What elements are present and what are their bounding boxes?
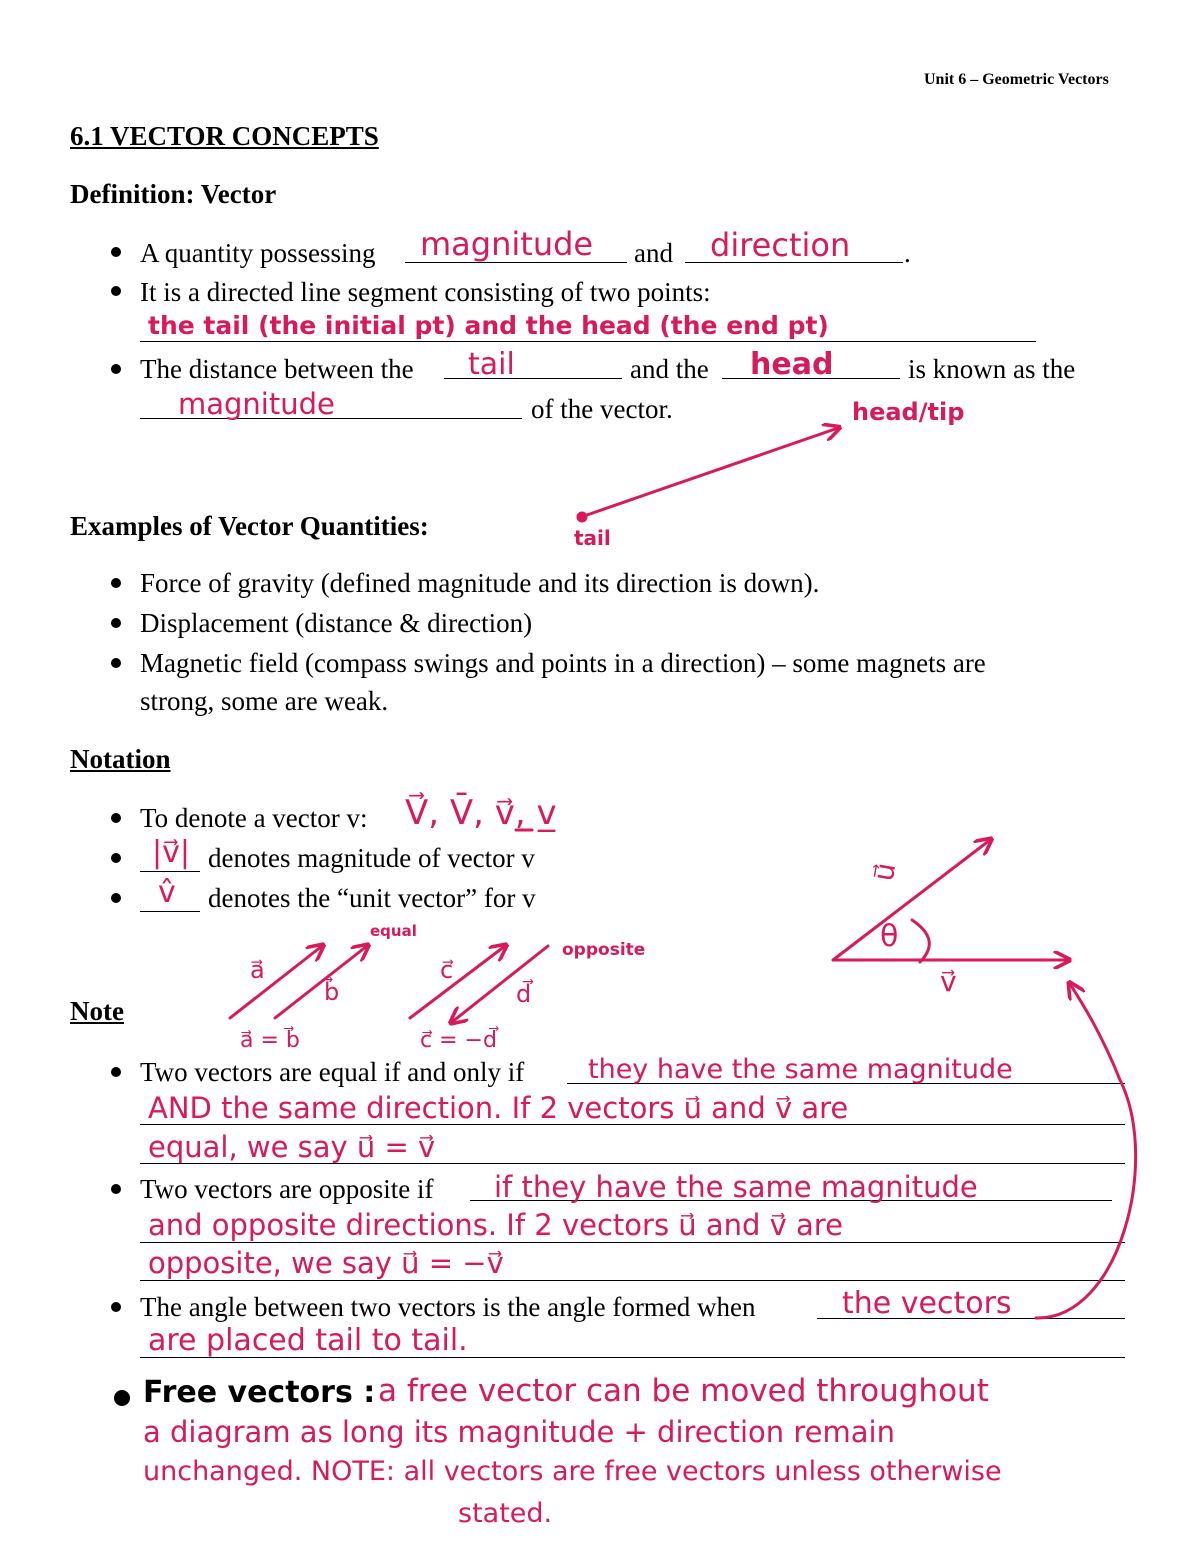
definition-bullet-1-text: A quantity possessing [140,238,376,268]
free-vectors-line-4: stated. [458,1498,553,1529]
note-item-1: Two vectors are equal if and only if [140,1057,525,1087]
curved-pointer-arrow [1036,984,1136,1318]
vector-u-label: u⃗ [866,860,903,884]
vector-notations: V⃗, V̄, v⃗, v̲ [405,793,557,833]
free-vectors-line-3: unchanged. NOTE: all vectors are free vectors unless otherwise [143,1456,1002,1487]
notation-heading: Notation [70,744,171,774]
example-item: Magnetic field (compass swings and points in a direction) – some magnets are [140,648,986,678]
answer-magnitude-2: magnitude [178,387,335,421]
theta-label: θ [880,919,899,954]
answer-tail: tail [468,347,515,382]
note-item-3: The angle between two vectors is the angle formed when [140,1292,756,1322]
angle-answer-line-2: are placed tail to tail. [148,1323,468,1358]
answer-tail-and-head: the tail (the initial pt) and the head (the end pt) [148,311,829,340]
examples-heading: Examples of Vector Quantities: [70,511,429,541]
definition-bullet-3-text: The distance between the [140,354,414,384]
equal-caption: a⃗ = b⃗ [240,1028,300,1053]
vector-a-label: a⃗ [250,956,265,984]
equal-label: equal [370,922,417,940]
definition-bullet-2-text: It is a directed line segment consisting of two points: [140,277,711,307]
sample-vector-arrow [584,428,838,516]
note-heading: Note [70,996,124,1026]
free-vectors-label: Free vectors : [143,1375,376,1410]
example-item-continued: strong, some are weak. [140,686,389,716]
answer-magnitude: magnitude [420,225,594,263]
page-title: 6.1 VECTOR CONCEPTS [70,121,379,151]
definition-bullet-3-end: of the vector. [531,394,673,424]
answer-direction: direction [710,226,851,264]
vector-b-arrow [275,946,367,1018]
vector-c-arrow [410,946,505,1018]
tail-point [578,513,586,521]
head-tip-label: head/tip [852,398,965,426]
answer-head: head [750,347,834,382]
free-vectors-line-1: a free vector can be moved throughout [378,1373,989,1409]
opposite-answer-line-2: and opposite directions. If 2 vectors u⃗ and v⃗ are [148,1208,843,1242]
equal-answer-line-3: equal, we say u⃗ = v⃗ [148,1130,436,1164]
unit-vector-notation: v̂ [158,875,176,910]
opposite-label: opposite [562,940,646,960]
magnitude-notation: |v⃗| [152,835,190,870]
vector-c-label: c⃗ [440,956,454,984]
definition-heading: Definition: Vector [70,179,277,209]
vector-v-label: v⃗ [940,965,957,998]
note-item-2: Two vectors are opposite if [140,1174,434,1204]
page-header: Unit 6 – Geometric Vectors [924,71,1109,88]
opposite-caption: c⃗ = −d⃗ [420,1028,497,1053]
opposite-answer-line-1: if they have the same magnitude [494,1170,978,1204]
vector-d-arrow [452,946,548,1022]
free-vectors-line-2: a diagram as long its magnitude + direction remain [143,1415,895,1449]
notation-item-2: denotes magnitude of vector v [208,843,535,873]
tail-label: tail [574,526,611,550]
equal-answer-line-2: AND the same direction. If 2 vectors u⃗ and v⃗ are [148,1091,849,1125]
definition-bullet-3-and-the: and the [630,354,709,384]
definition-bullet-1-period: . [904,238,911,268]
equal-answer-line-1: they have the same magnitude [588,1054,1013,1085]
vector-u-arrow [833,840,990,960]
vector-a-arrow [230,946,322,1018]
definition-bullet-3-known-as: is known as the [908,354,1076,384]
opposite-answer-line-3: opposite, we say u⃗ = −v⃗ [148,1246,504,1280]
vector-d-label: d⃗ [516,980,532,1008]
notation-item-1: To denote a vector v: [140,803,368,833]
angle-answer-line-1: the vectors [842,1286,1012,1321]
notation-item-3: denotes the “unit vector” for v [208,883,536,913]
vector-b-label: b⃗ [324,978,340,1006]
example-item: Force of gravity (defined magnitude and its direction is down). [140,568,820,598]
angle-arc [912,920,929,962]
example-item: Displacement (distance & direction) [140,608,533,638]
definition-bullet-1-and: and [634,238,673,268]
